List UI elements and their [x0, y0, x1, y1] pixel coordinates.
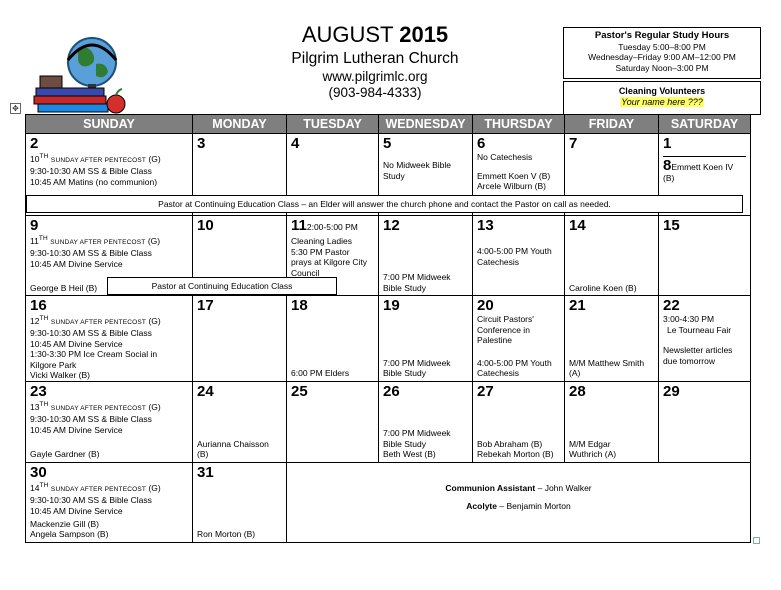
- event-text: 9:30-10:30 AM SS & Bible Class: [30, 166, 152, 177]
- phone-number: (903-984-4333): [328, 85, 422, 100]
- cleaning-volunteers-box: [563, 81, 761, 115]
- day-number: 16: [30, 297, 47, 314]
- event-text: 1:30-3:30 PM Ice Cream Social in: [30, 349, 158, 360]
- day-number: 10: [197, 217, 214, 234]
- header-sunday: SUNDAY: [26, 115, 193, 134]
- day-number: 11: [291, 217, 307, 234]
- day-number: 21: [569, 297, 586, 314]
- day-number: 7: [569, 135, 578, 152]
- birthday-text: (B): [663, 172, 675, 183]
- event-text: 4:00-5:00 PM Youth: [477, 246, 552, 256]
- event-text: 9:30-10:30 AM SS & Bible Class: [30, 414, 152, 425]
- day-number: 19: [383, 297, 400, 314]
- day-number: 6: [477, 135, 486, 152]
- day-cell[interactable]: [379, 296, 473, 382]
- day-cell[interactable]: [659, 296, 751, 382]
- event-text: 3:00-4:30 PM: [663, 314, 715, 324]
- header-friday: FRIDAY: [565, 115, 659, 134]
- event-text: 10:45 AM Divine Service: [30, 258, 123, 269]
- day-number: 15: [663, 217, 680, 234]
- header-saturday: SATURDAY: [659, 115, 751, 134]
- day-number: 3: [197, 135, 206, 152]
- event-text: Kilgore Park: [30, 359, 77, 370]
- event-text: 4:00-5:00 PM Youth Catechesis: [477, 357, 552, 379]
- event-text: due tomorrow: [663, 355, 715, 366]
- page-title: AUGUST 2015: [301, 22, 449, 47]
- study-hours-line: Tuesday 5:00–8:00 PM: [618, 41, 706, 52]
- day-cell[interactable]: [26, 462, 193, 542]
- website-link[interactable]: www.pilgrimlc.org: [322, 69, 428, 84]
- study-hours-box: [563, 27, 761, 79]
- birthday-text: Gayle Gardner (B): [30, 449, 100, 460]
- liturgical-day: 13TH SUNDAY AFTER PENTECOST (G): [30, 400, 161, 412]
- study-hours-line: Wednesday–Friday 9:00 AM–12:00 PM: [588, 52, 736, 62]
- study-hours-title: Pastor's Regular Study Hours: [594, 30, 730, 41]
- event-text: 7:00 PM Midweek Bible Study Beth West (B): [383, 428, 451, 460]
- week-row: [26, 462, 751, 542]
- liturgical-day: 12TH SUNDAY AFTER PENTECOST (G): [30, 315, 161, 326]
- liturgical-day: 11TH SUNDAY AFTER PENTECOST (G): [30, 235, 161, 246]
- notes-cell: [287, 462, 751, 542]
- event-text: Newsletter articles: [663, 345, 733, 355]
- day-cell[interactable]: [379, 381, 473, 462]
- globe-books-apple-icon: [30, 30, 130, 115]
- event-text: 9:30-10:30 AM SS & Bible Class: [30, 495, 152, 506]
- liturgical-day: 14TH SUNDAY AFTER PENTECOST (G): [30, 481, 161, 493]
- weekday-header-row: [26, 115, 751, 134]
- day-number: 24: [197, 382, 214, 400]
- event-text: Catechesis: [477, 256, 520, 267]
- cleaning-signup-note[interactable]: Your name here ???: [621, 97, 703, 107]
- day-cell[interactable]: [565, 216, 659, 296]
- continuing-education-banner: Pastor at Continuing Education Class – an Elder will answer the church phone and contact the Pastor on call as needed.: [26, 195, 743, 213]
- calendar-grid: [25, 114, 751, 543]
- event-text: Le Tourneau Fair: [667, 324, 732, 335]
- cleaning-title: Cleaning Volunteers: [618, 86, 706, 96]
- week-row: [26, 381, 751, 462]
- communion-assistant-note: Communion Assistant – John Walker: [445, 482, 592, 493]
- day-cell[interactable]: [26, 296, 193, 382]
- day-cell[interactable]: [659, 381, 751, 462]
- header-tuesday: TUESDAY: [287, 115, 379, 134]
- event-text: 10:45 AM Divine Service: [30, 338, 123, 349]
- day-number: 20: [477, 297, 494, 314]
- day-number: 25: [291, 382, 308, 400]
- birthday-text: George B Heil (B): [30, 282, 98, 293]
- day-number: 30: [30, 463, 47, 481]
- event-text: Council: [291, 267, 320, 278]
- day-number: 13: [477, 217, 494, 234]
- event-text: 7:00 PM Midweek Bible Study: [383, 272, 451, 293]
- day-cell[interactable]: [659, 216, 751, 296]
- event-text: 6:00 PM Elders: [291, 368, 350, 379]
- day-cell[interactable]: [473, 296, 565, 382]
- week-row: [26, 296, 751, 382]
- event-text: 9:30-10:30 AM SS & Bible Class: [30, 248, 152, 259]
- event-text: 7:00 PM Midweek Bible Study: [383, 357, 451, 379]
- header-wednesday: WEDNESDAY: [379, 115, 473, 134]
- event-text: No Midweek Bible: [383, 160, 452, 170]
- anniversary-text: M/M Edgar Wuthrich (A): [569, 438, 617, 460]
- day-number: 9: [30, 217, 39, 234]
- birthday-text: Caroline Koen (B): [569, 282, 637, 293]
- day-number: 28: [569, 382, 586, 400]
- church-name: Pilgrim Lutheran Church: [291, 50, 459, 67]
- day-number: 23: [30, 382, 47, 400]
- event-text: Palestine: [477, 335, 512, 345]
- liturgical-day: 10TH SUNDAY AFTER PENTECOST (G): [30, 153, 161, 164]
- day-cell[interactable]: [26, 381, 193, 462]
- birthday-text: Vicki Walker (B): [30, 370, 90, 381]
- event-text: Circuit Pastors': [477, 314, 534, 324]
- day-cell[interactable]: [565, 296, 659, 382]
- day-number: 2: [30, 135, 39, 152]
- event-text: 10:45 AM Matins (no communion): [30, 176, 158, 187]
- resize-handle-icon[interactable]: [753, 537, 760, 544]
- day-number: 12: [383, 217, 400, 234]
- birthday-text: 8Emmett Koen IV: [663, 157, 734, 174]
- study-hours-line: Saturday Noon–3:00 PM: [615, 62, 709, 73]
- day-number: 29: [663, 382, 680, 400]
- anniversary-text: M/M Matthew Smith (A): [569, 357, 645, 379]
- day-number: 22: [663, 297, 680, 314]
- day-number: 26: [383, 382, 400, 400]
- event-text: Study: [383, 170, 405, 181]
- move-handle-icon[interactable]: ✥: [10, 103, 21, 114]
- event-text: prays at Kilgore City: [291, 257, 368, 267]
- day-number: 17: [197, 297, 214, 314]
- event-text: Cleaning Ladies: [291, 236, 352, 246]
- day-cell[interactable]: [473, 216, 565, 296]
- acolyte-note: Acolyte – Benjamin Morton: [466, 500, 571, 511]
- day-number: 5: [383, 135, 392, 152]
- day-number: 1: [663, 135, 672, 152]
- birthday-text: Emmett Koen V (B): [477, 170, 551, 181]
- day-cell[interactable]: [379, 216, 473, 296]
- continuing-education-banner: Pastor at Continuing Education Class: [107, 277, 337, 295]
- event-text: Conference in: [477, 324, 530, 335]
- header-monday: MONDAY: [193, 115, 287, 134]
- event-text: 10:45 AM Divine Service: [30, 424, 123, 435]
- event-text: 9:30-10:30 AM SS & Bible Class: [30, 328, 152, 339]
- header-thursday: THURSDAY: [473, 115, 565, 134]
- day-cell[interactable]: [193, 296, 287, 382]
- birthday-text: Mackenzie Gill (B) Angela Sampson (B): [30, 518, 109, 540]
- birthday-text: Ron Morton (B): [197, 529, 256, 540]
- day-header: 112:00-5:00 PM: [291, 217, 358, 234]
- day-number: 4: [291, 135, 300, 152]
- event-text: 5:30 PM Pastor: [291, 246, 350, 257]
- event-text: No Catechesis: [477, 152, 533, 162]
- birthday-text: Arcele Wilburn (B): [477, 181, 546, 191]
- birthday-text: Bob Abraham (B) Rebekah Morton (B): [477, 438, 554, 460]
- day-cell[interactable]: [193, 462, 287, 542]
- day-cell[interactable]: [287, 296, 379, 382]
- day-cell[interactable]: [287, 381, 379, 462]
- event-text: 10:45 AM Divine Service: [30, 505, 123, 516]
- day-cell[interactable]: [193, 381, 287, 462]
- day-cell[interactable]: [565, 381, 659, 462]
- day-number: 31: [197, 463, 214, 481]
- birthday-text: Aurianna Chaisson (B): [197, 438, 269, 460]
- day-number: 27: [477, 382, 494, 400]
- day-number: 18: [291, 297, 308, 314]
- day-cell[interactable]: [473, 381, 565, 462]
- day-number: 14: [569, 217, 586, 234]
